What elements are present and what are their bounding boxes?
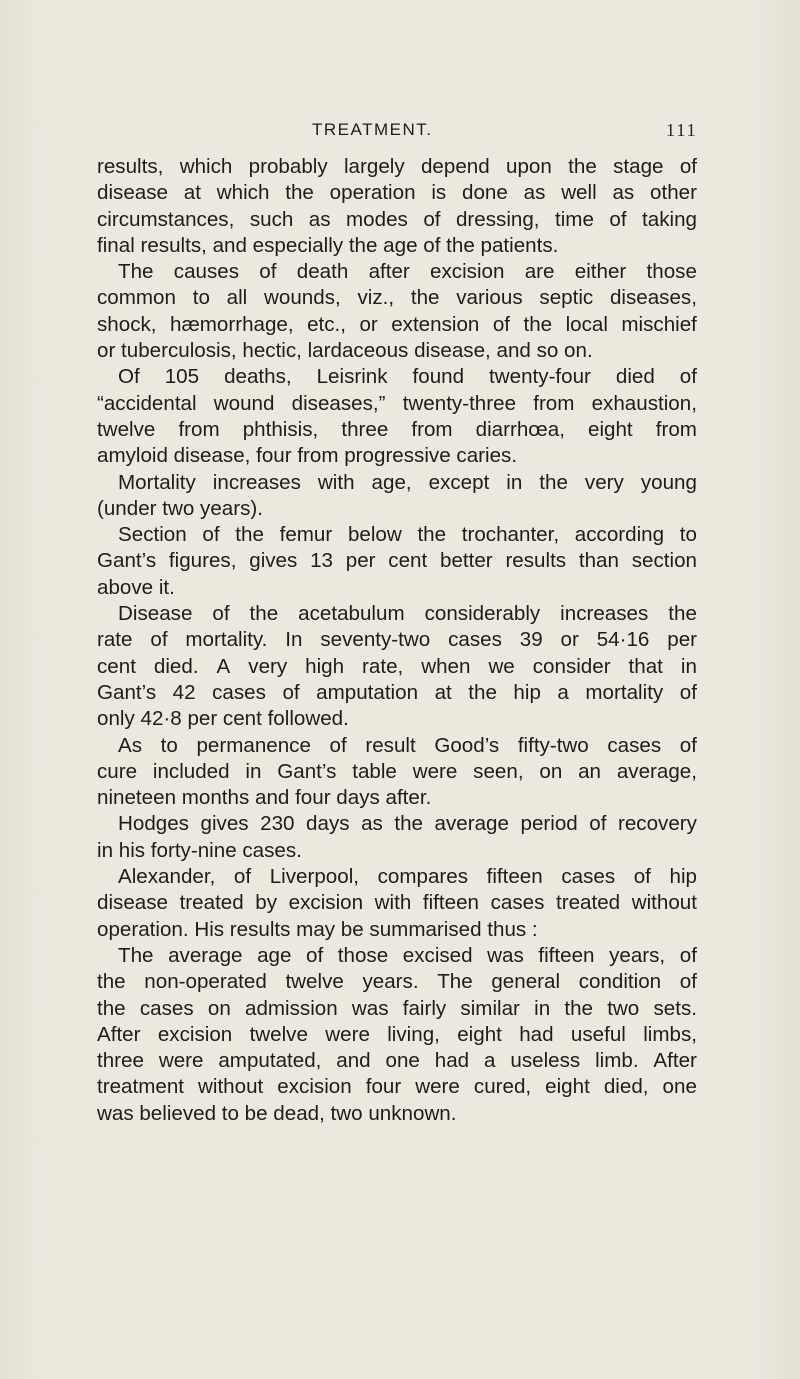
page-number: 111 <box>666 120 698 140</box>
text-line: or tuberculosis, hectic, lardaceous disease, and so on. <box>97 339 593 363</box>
text-line: The average age of those excised was fifteen years, of <box>118 943 697 967</box>
text-line: shock, hæmorrhage, etc., or extension of the local mischief <box>97 312 697 336</box>
text-line: rate of mortality. In seventy-two cases 39 or 54·16 per <box>97 628 697 652</box>
text-line: treatment without excision four were cured, eight died, one <box>97 1075 697 1099</box>
text-line: three were amputated, and one had a useless limb. After <box>97 1049 697 1073</box>
text-line: (under two years). <box>97 496 263 520</box>
text-line: the non-operated twelve years. The general condition of <box>97 970 697 994</box>
text-line: above it. <box>97 575 175 599</box>
running-title: TREATMENT. <box>312 120 433 139</box>
text-line: As to permanence of result Good’s fifty-two cases of <box>118 733 697 757</box>
text-line: final results, and especially the age of the patients. <box>97 233 559 257</box>
text-line: common to all wounds, viz., the various septic diseases, <box>97 286 697 310</box>
text-line: nineteen months and four days after. <box>97 786 432 810</box>
text-line: operation. His results may be summarised thus : <box>97 917 538 941</box>
text-line: Disease of the acetabulum considerably increases the <box>118 602 697 626</box>
text-line: the cases on admission was fairly similar in the two sets. <box>97 996 697 1020</box>
text-line: Section of the femur below the trochanter, according to <box>118 523 697 547</box>
text-line: Of 105 deaths, Leisrink found twenty-four died of <box>118 365 697 389</box>
text-line: cure included in Gant’s table were seen, on an average, <box>97 759 697 783</box>
text-line: The causes of death after excision are either those <box>118 260 697 284</box>
text-line: in his forty-nine cases. <box>97 838 302 862</box>
text-line: twelve from phthisis, three from diarrhœa, eight from <box>97 417 697 441</box>
text-line: disease at which the operation is done as well as other <box>97 181 697 205</box>
text-line: only 42·8 per cent followed. <box>97 707 349 731</box>
text-line: disease treated by excision with fifteen cases treated without <box>97 891 697 915</box>
text-line: amyloid disease, four from progressive caries. <box>97 444 518 468</box>
page-header <box>0 118 800 142</box>
text-line: Hodges gives 230 days as the average period of recovery <box>118 812 697 836</box>
body-text <box>97 154 697 1127</box>
text-line: cent died. A very high rate, when we consider that in <box>97 654 697 678</box>
text-line: After excision twelve were living, eight had useful limbs, <box>97 1022 697 1046</box>
text-line: was believed to be dead, two unknown. <box>97 1101 457 1125</box>
text-line: Alexander, of Liverpool, compares fifteen cases of hip <box>118 865 697 889</box>
text-line: “accidental wound diseases,” twenty-three from exhaustion, <box>97 391 697 415</box>
text-line: Mortality increases with age, except in the very young <box>118 470 697 494</box>
text-line: results, which probably largely depend upon the stage of <box>97 155 697 178</box>
text-line: circumstances, such as modes of dressing, time of taking <box>97 207 697 231</box>
text-line: Gant’s figures, gives 13 per cent better results than section <box>97 549 697 573</box>
text-line: Gant’s 42 cases of amputation at the hip a mortality of <box>97 680 697 704</box>
